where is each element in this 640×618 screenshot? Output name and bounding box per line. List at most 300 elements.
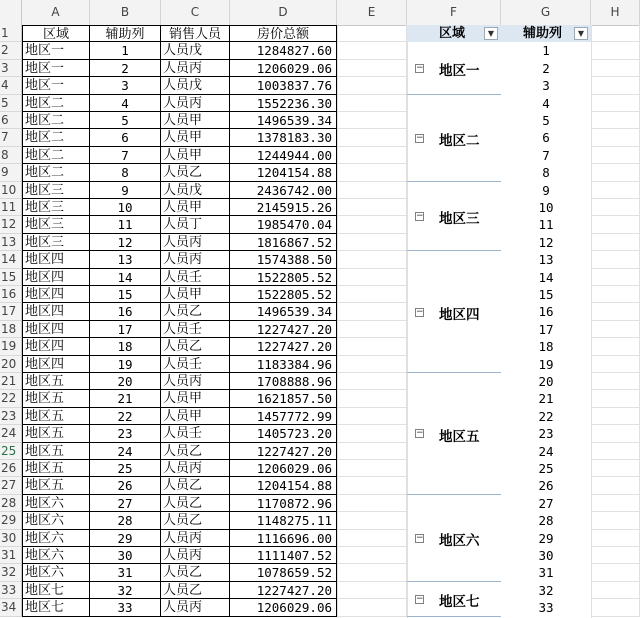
row-header[interactable]: 10 bbox=[0, 182, 22, 199]
table-cell[interactable]: 22 bbox=[90, 408, 161, 425]
empty-cell[interactable] bbox=[591, 77, 640, 94]
empty-cell[interactable] bbox=[591, 408, 640, 425]
table-cell[interactable]: 1574388.50 bbox=[230, 251, 337, 268]
table-cell[interactable]: 14 bbox=[90, 269, 161, 286]
table-cell[interactable]: 人员乙 bbox=[161, 338, 230, 355]
empty-cell[interactable] bbox=[591, 216, 640, 233]
empty-cell[interactable] bbox=[337, 338, 407, 355]
pivot-group-label[interactable]: 地区二 bbox=[439, 133, 480, 150]
table-cell[interactable]: 人员乙 bbox=[161, 512, 230, 529]
pivot-value-cell[interactable]: 31 bbox=[538, 565, 554, 581]
table-cell[interactable]: 人员甲 bbox=[161, 129, 230, 146]
empty-cell[interactable] bbox=[591, 443, 640, 460]
empty-cell[interactable] bbox=[337, 182, 407, 199]
pivot-value-cell[interactable]: 9 bbox=[542, 182, 550, 198]
pivot-group-label[interactable]: 地区五 bbox=[439, 428, 480, 445]
row-header[interactable]: 19 bbox=[0, 338, 22, 355]
empty-cell[interactable] bbox=[591, 599, 640, 616]
table-cell[interactable]: 地区二 bbox=[22, 129, 90, 146]
empty-cell[interactable] bbox=[337, 321, 407, 338]
column-header-f[interactable]: F bbox=[407, 0, 501, 25]
pivot-value-cell[interactable]: 11 bbox=[538, 217, 554, 233]
column-header-c[interactable]: C bbox=[161, 0, 230, 25]
row-header[interactable]: 30 bbox=[0, 530, 22, 547]
empty-cell[interactable] bbox=[337, 25, 407, 42]
row-header[interactable]: 21 bbox=[0, 373, 22, 390]
row-header[interactable]: 26 bbox=[0, 460, 22, 477]
table-cell[interactable]: 24 bbox=[90, 443, 161, 460]
table-cell[interactable]: 人员丙 bbox=[161, 234, 230, 251]
empty-cell[interactable] bbox=[591, 303, 640, 320]
empty-cell[interactable] bbox=[337, 147, 407, 164]
pivot-value-cell[interactable]: 17 bbox=[538, 321, 554, 337]
table-cell[interactable]: 10 bbox=[90, 199, 161, 216]
table-cell[interactable]: 人员壬 bbox=[161, 425, 230, 442]
row-header[interactable]: 5 bbox=[0, 95, 22, 112]
table-cell[interactable]: 地区五 bbox=[22, 373, 90, 390]
empty-cell[interactable] bbox=[591, 425, 640, 442]
table-cell[interactable]: 7 bbox=[90, 147, 161, 164]
table-cell[interactable]: 地区三 bbox=[22, 216, 90, 233]
pivot-value-cell[interactable]: 23 bbox=[538, 426, 554, 442]
pivot-value-cell[interactable]: 10 bbox=[538, 200, 554, 215]
table-cell[interactable]: 地区三 bbox=[22, 234, 90, 251]
pivot-group-label[interactable]: 地区三 bbox=[439, 211, 480, 228]
row-header[interactable]: 7 bbox=[0, 129, 22, 146]
empty-cell[interactable] bbox=[337, 199, 407, 216]
empty-cell[interactable] bbox=[591, 269, 640, 286]
row-header[interactable]: 11 bbox=[0, 199, 22, 216]
empty-cell[interactable] bbox=[337, 356, 407, 373]
empty-cell[interactable] bbox=[591, 582, 640, 599]
pivot-value-cell[interactable]: 19 bbox=[538, 356, 554, 372]
empty-cell[interactable] bbox=[591, 356, 640, 373]
pivot-value-cell[interactable]: 1 bbox=[542, 43, 550, 59]
table-cell[interactable]: 28 bbox=[90, 512, 161, 529]
table-cell[interactable]: 地区六 bbox=[22, 547, 90, 564]
table-cell[interactable]: 1496539.34 bbox=[230, 112, 337, 129]
empty-cell[interactable] bbox=[591, 129, 640, 146]
table-cell[interactable]: 地区二 bbox=[22, 147, 90, 164]
table-cell[interactable]: 8 bbox=[90, 164, 161, 181]
table-cell[interactable]: 人员乙 bbox=[161, 164, 230, 181]
row-header[interactable]: 14 bbox=[0, 251, 22, 268]
table-cell[interactable]: 人员甲 bbox=[161, 147, 230, 164]
empty-cell[interactable] bbox=[591, 199, 640, 216]
collapse-icon[interactable]: − bbox=[416, 532, 424, 543]
pivot-value-cell[interactable]: 8 bbox=[542, 165, 550, 181]
table-cell[interactable]: 人员甲 bbox=[161, 408, 230, 425]
table-cell[interactable]: 1378183.30 bbox=[230, 129, 337, 146]
table-cell[interactable]: 人员乙 bbox=[161, 477, 230, 494]
table-cell[interactable]: 26 bbox=[90, 477, 161, 494]
table-cell[interactable]: 1496539.34 bbox=[230, 303, 337, 320]
pivot-value-cell[interactable]: 14 bbox=[538, 269, 554, 285]
empty-cell[interactable] bbox=[337, 251, 407, 268]
table-cell[interactable]: 1552236.30 bbox=[230, 95, 337, 112]
column-header-a[interactable]: A bbox=[22, 0, 90, 25]
table-cell[interactable]: 1204154.88 bbox=[230, 477, 337, 494]
table-cell[interactable]: 地区三 bbox=[22, 182, 90, 199]
empty-cell[interactable] bbox=[337, 599, 407, 616]
table-cell[interactable]: 地区七 bbox=[22, 582, 90, 599]
pivot-value-cell[interactable]: 3 bbox=[542, 78, 550, 94]
empty-cell[interactable] bbox=[591, 182, 640, 199]
table-cell[interactable]: 人员乙 bbox=[161, 495, 230, 512]
table-cell[interactable]: 地区五 bbox=[22, 390, 90, 407]
column-header-h[interactable]: H bbox=[591, 0, 640, 25]
empty-cell[interactable] bbox=[337, 477, 407, 494]
table-cell[interactable]: 地区一 bbox=[22, 77, 90, 94]
table-header-cell[interactable]: 房价总额 bbox=[230, 25, 337, 42]
table-cell[interactable]: 人员乙 bbox=[161, 443, 230, 460]
filter-dropdown-icon[interactable]: ▼ bbox=[484, 27, 498, 40]
collapse-icon[interactable]: − bbox=[416, 132, 424, 143]
row-header[interactable]: 34 bbox=[0, 599, 22, 616]
pivot-group-label[interactable]: 地区一 bbox=[439, 63, 480, 80]
empty-cell[interactable] bbox=[337, 495, 407, 512]
empty-cell[interactable] bbox=[591, 321, 640, 338]
empty-cell[interactable] bbox=[337, 512, 407, 529]
empty-cell[interactable] bbox=[337, 530, 407, 547]
table-cell[interactable]: 地区二 bbox=[22, 95, 90, 112]
table-cell[interactable]: 地区五 bbox=[22, 425, 90, 442]
table-header-cell[interactable]: 区域 bbox=[22, 25, 90, 42]
table-cell[interactable]: 地区六 bbox=[22, 512, 90, 529]
table-cell[interactable]: 地区四 bbox=[22, 251, 90, 268]
empty-cell[interactable] bbox=[591, 530, 640, 547]
pivot-group-label[interactable]: 地区七 bbox=[439, 594, 480, 611]
empty-cell[interactable] bbox=[337, 390, 407, 407]
empty-cell[interactable] bbox=[337, 77, 407, 94]
pivot-value-cell[interactable]: 22 bbox=[538, 408, 554, 424]
table-cell[interactable]: 16 bbox=[90, 303, 161, 320]
pivot-value-cell[interactable]: 7 bbox=[542, 147, 550, 163]
table-cell[interactable]: 人员甲 bbox=[161, 286, 230, 303]
pivot-header-helper bbox=[501, 25, 591, 42]
table-cell[interactable]: 地区四 bbox=[22, 356, 90, 373]
table-cell[interactable]: 1816867.52 bbox=[230, 234, 337, 251]
table-cell[interactable]: 1284827.60 bbox=[230, 42, 337, 59]
table-cell[interactable]: 1183384.96 bbox=[230, 356, 337, 373]
table-cell[interactable]: 地区一 bbox=[22, 42, 90, 59]
table-cell[interactable]: 地区四 bbox=[22, 321, 90, 338]
row-header[interactable]: 3 bbox=[0, 60, 22, 77]
table-cell[interactable]: 地区五 bbox=[22, 443, 90, 460]
empty-cell[interactable] bbox=[337, 408, 407, 425]
pivot-value-cell[interactable]: 16 bbox=[538, 304, 554, 320]
pivot-header-region-label: 区域 bbox=[439, 26, 466, 41]
row-header[interactable]: 18 bbox=[0, 321, 22, 338]
table-cell[interactable]: 1244944.00 bbox=[230, 147, 337, 164]
table-cell[interactable]: 20 bbox=[90, 373, 161, 390]
pivot-value-cell[interactable]: 2 bbox=[542, 60, 550, 76]
table-cell[interactable]: 地区二 bbox=[22, 112, 90, 129]
row-header[interactable]: 13 bbox=[0, 234, 22, 251]
empty-cell[interactable] bbox=[591, 512, 640, 529]
empty-cell[interactable] bbox=[337, 286, 407, 303]
table-cell[interactable]: 13 bbox=[90, 251, 161, 268]
table-cell[interactable]: 1708888.96 bbox=[230, 373, 337, 390]
collapse-icon[interactable]: − bbox=[416, 428, 424, 439]
row-header[interactable]: 6 bbox=[0, 112, 22, 129]
table-cell[interactable]: 1204154.88 bbox=[230, 164, 337, 181]
pivot-value-cell[interactable]: 29 bbox=[538, 530, 554, 546]
empty-cell[interactable] bbox=[591, 234, 640, 251]
pivot-value-cell[interactable]: 25 bbox=[538, 461, 554, 476]
table-cell[interactable]: 人员丙 bbox=[161, 530, 230, 547]
row-header[interactable]: 1 bbox=[0, 25, 22, 42]
table-cell[interactable]: 人员戊 bbox=[161, 77, 230, 94]
table-cell[interactable]: 地区四 bbox=[22, 286, 90, 303]
row-header[interactable]: 9 bbox=[0, 164, 22, 181]
table-cell[interactable]: 地区五 bbox=[22, 477, 90, 494]
table-cell[interactable]: 1206029.06 bbox=[230, 60, 337, 77]
table-cell[interactable]: 29 bbox=[90, 530, 161, 547]
table-cell[interactable]: 1 bbox=[90, 42, 161, 59]
empty-cell[interactable] bbox=[337, 234, 407, 251]
pivot-value-cell[interactable]: 32 bbox=[538, 582, 554, 598]
table-cell[interactable]: 人员丁 bbox=[161, 216, 230, 233]
pivot-value-cell[interactable]: 13 bbox=[538, 252, 554, 268]
table-cell[interactable]: 6 bbox=[90, 129, 161, 146]
row-header[interactable]: 2 bbox=[0, 42, 22, 59]
table-cell[interactable]: 4 bbox=[90, 95, 161, 112]
table-cell[interactable]: 1227427.20 bbox=[230, 443, 337, 460]
table-cell[interactable]: 27 bbox=[90, 495, 161, 512]
pivot-value-cell[interactable]: 6 bbox=[542, 130, 550, 146]
table-cell[interactable]: 1206029.06 bbox=[230, 460, 337, 477]
pivot-value-cell[interactable]: 5 bbox=[542, 113, 550, 128]
pivot-value-cell[interactable]: 28 bbox=[538, 513, 554, 529]
table-cell[interactable]: 地区四 bbox=[22, 338, 90, 355]
empty-cell[interactable] bbox=[591, 251, 640, 268]
table-cell[interactable]: 23 bbox=[90, 425, 161, 442]
table-cell[interactable]: 人员丙 bbox=[161, 373, 230, 390]
table-cell[interactable]: 地区六 bbox=[22, 495, 90, 512]
empty-cell[interactable] bbox=[591, 477, 640, 494]
table-cell[interactable]: 地区五 bbox=[22, 460, 90, 477]
column-header-b[interactable]: B bbox=[90, 0, 161, 25]
row-header[interactable]: 27 bbox=[0, 477, 22, 494]
table-cell[interactable]: 1111407.52 bbox=[230, 547, 337, 564]
table-cell[interactable]: 1206029.06 bbox=[230, 599, 337, 616]
pivot-value-cell[interactable]: 27 bbox=[538, 495, 554, 511]
table-cell[interactable]: 1621857.50 bbox=[230, 390, 337, 407]
row-header[interactable]: 22 bbox=[0, 390, 22, 407]
empty-cell[interactable] bbox=[337, 42, 407, 59]
filter-dropdown-icon[interactable]: ▼ bbox=[574, 27, 588, 40]
table-cell[interactable]: 人员甲 bbox=[161, 390, 230, 407]
table-cell[interactable]: 18 bbox=[90, 338, 161, 355]
table-cell[interactable]: 3 bbox=[90, 77, 161, 94]
pivot-value-cell[interactable]: 30 bbox=[538, 548, 554, 563]
table-cell[interactable]: 地区三 bbox=[22, 199, 90, 216]
table-cell[interactable]: 17 bbox=[90, 321, 161, 338]
pivot-group bbox=[407, 373, 501, 495]
empty-cell[interactable] bbox=[337, 582, 407, 599]
empty-cell[interactable] bbox=[337, 129, 407, 146]
table-cell[interactable]: 地区六 bbox=[22, 564, 90, 581]
row-header[interactable]: 12 bbox=[0, 216, 22, 233]
empty-cell[interactable] bbox=[337, 216, 407, 233]
row-header[interactable]: 4 bbox=[0, 77, 22, 94]
table-cell[interactable]: 地区七 bbox=[22, 599, 90, 616]
empty-cell[interactable] bbox=[337, 60, 407, 77]
table-cell[interactable]: 地区四 bbox=[22, 303, 90, 320]
pivot-value-cell[interactable]: 24 bbox=[538, 443, 554, 459]
table-cell[interactable]: 31 bbox=[90, 564, 161, 581]
table-cell[interactable]: 1170872.96 bbox=[230, 495, 337, 512]
pivot-group bbox=[407, 251, 501, 373]
empty-cell[interactable] bbox=[591, 95, 640, 112]
table-cell[interactable]: 人员乙 bbox=[161, 564, 230, 581]
empty-cell[interactable] bbox=[591, 164, 640, 181]
row-header[interactable]: 31 bbox=[0, 547, 22, 564]
table-cell[interactable]: 19 bbox=[90, 356, 161, 373]
row-header[interactable]: 17 bbox=[0, 303, 22, 320]
empty-cell[interactable] bbox=[591, 547, 640, 564]
empty-cell[interactable] bbox=[591, 60, 640, 77]
empty-cell[interactable] bbox=[591, 147, 640, 164]
select-all-corner[interactable] bbox=[0, 0, 22, 25]
table-header-cell[interactable]: 辅助列 bbox=[90, 25, 161, 42]
row-header[interactable]: 28 bbox=[0, 495, 22, 512]
pivot-value-cell[interactable]: 20 bbox=[538, 374, 554, 389]
table-cell[interactable]: 1116696.00 bbox=[230, 530, 337, 547]
collapse-icon[interactable]: − bbox=[416, 306, 424, 317]
table-cell[interactable]: 人员丙 bbox=[161, 60, 230, 77]
table-cell[interactable]: 地区四 bbox=[22, 269, 90, 286]
table-cell[interactable]: 33 bbox=[90, 599, 161, 616]
row-header[interactable]: 23 bbox=[0, 408, 22, 425]
table-cell[interactable]: 人员丙 bbox=[161, 460, 230, 477]
pivot-value-cell[interactable]: 4 bbox=[542, 95, 550, 111]
table-cell[interactable]: 1148275.11 bbox=[230, 512, 337, 529]
table-cell[interactable]: 32 bbox=[90, 582, 161, 599]
empty-cell[interactable] bbox=[337, 443, 407, 460]
pivot-value-cell[interactable]: 15 bbox=[538, 287, 554, 302]
row-header[interactable]: 15 bbox=[0, 269, 22, 286]
table-cell[interactable]: 人员甲 bbox=[161, 199, 230, 216]
collapse-icon[interactable]: − bbox=[416, 593, 424, 604]
empty-cell[interactable] bbox=[337, 303, 407, 320]
table-cell[interactable]: 1522805.52 bbox=[230, 286, 337, 303]
pivot-value-cell[interactable]: 26 bbox=[538, 478, 554, 494]
row-header[interactable]: 29 bbox=[0, 512, 22, 529]
table-cell[interactable]: 人员乙 bbox=[161, 582, 230, 599]
table-header-cell[interactable]: 销售人员 bbox=[161, 25, 230, 42]
table-cell[interactable]: 15 bbox=[90, 286, 161, 303]
table-cell[interactable]: 30 bbox=[90, 547, 161, 564]
table-cell[interactable]: 人员丙 bbox=[161, 251, 230, 268]
empty-cell[interactable] bbox=[591, 286, 640, 303]
row-header[interactable]: 25 bbox=[0, 443, 22, 460]
table-cell[interactable]: 1003837.76 bbox=[230, 77, 337, 94]
table-cell[interactable]: 1227427.20 bbox=[230, 582, 337, 599]
empty-cell[interactable] bbox=[337, 95, 407, 112]
table-cell[interactable]: 1985470.04 bbox=[230, 216, 337, 233]
table-cell[interactable]: 2436742.00 bbox=[230, 182, 337, 199]
table-cell[interactable]: 2145915.26 bbox=[230, 199, 337, 216]
table-cell[interactable]: 11 bbox=[90, 216, 161, 233]
empty-cell[interactable] bbox=[591, 373, 640, 390]
pivot-group-label[interactable]: 地区六 bbox=[439, 533, 480, 550]
row-header[interactable]: 20 bbox=[0, 356, 22, 373]
table-cell[interactable]: 地区五 bbox=[22, 408, 90, 425]
table-cell[interactable]: 21 bbox=[90, 390, 161, 407]
pivot-value-cell[interactable]: 33 bbox=[538, 600, 554, 616]
row-header[interactable]: 8 bbox=[0, 147, 22, 164]
empty-cell[interactable] bbox=[337, 164, 407, 181]
table-cell[interactable]: 1227427.20 bbox=[230, 321, 337, 338]
empty-cell[interactable] bbox=[591, 564, 640, 581]
table-cell[interactable]: 人员壬 bbox=[161, 356, 230, 373]
pivot-group-label[interactable]: 地区四 bbox=[439, 307, 480, 324]
table-cell[interactable]: 人员丙 bbox=[161, 599, 230, 616]
table-cell[interactable]: 人员丙 bbox=[161, 95, 230, 112]
empty-cell[interactable] bbox=[337, 269, 407, 286]
row-header[interactable]: 24 bbox=[0, 425, 22, 442]
empty-cell[interactable] bbox=[591, 25, 640, 42]
table-cell[interactable]: 9 bbox=[90, 182, 161, 199]
table-cell[interactable]: 地区一 bbox=[22, 60, 90, 77]
column-header-g[interactable]: G bbox=[501, 0, 591, 25]
empty-cell[interactable] bbox=[591, 495, 640, 512]
table-cell[interactable]: 人员壬 bbox=[161, 321, 230, 338]
table-cell[interactable]: 1227427.20 bbox=[230, 338, 337, 355]
table-cell[interactable]: 5 bbox=[90, 112, 161, 129]
table-cell[interactable]: 地区二 bbox=[22, 164, 90, 181]
table-cell[interactable]: 地区六 bbox=[22, 530, 90, 547]
table-cell[interactable]: 人员丙 bbox=[161, 547, 230, 564]
table-cell[interactable]: 1405723.20 bbox=[230, 425, 337, 442]
empty-cell[interactable] bbox=[591, 460, 640, 477]
collapse-icon[interactable]: − bbox=[416, 210, 424, 221]
empty-cell[interactable] bbox=[337, 460, 407, 477]
row-header[interactable]: 33 bbox=[0, 582, 22, 599]
row-header[interactable]: 16 bbox=[0, 286, 22, 303]
collapse-icon[interactable]: − bbox=[416, 62, 424, 73]
table-cell[interactable]: 2 bbox=[90, 60, 161, 77]
empty-cell[interactable] bbox=[591, 390, 640, 407]
table-cell[interactable]: 12 bbox=[90, 234, 161, 251]
empty-cell[interactable] bbox=[337, 564, 407, 581]
table-cell[interactable]: 1522805.52 bbox=[230, 269, 337, 286]
empty-cell[interactable] bbox=[337, 425, 407, 442]
pivot-value-cell[interactable]: 18 bbox=[538, 339, 554, 355]
table-cell[interactable]: 人员乙 bbox=[161, 303, 230, 320]
table-cell[interactable]: 人员戊 bbox=[161, 182, 230, 199]
pivot-value-cell[interactable]: 21 bbox=[538, 391, 554, 407]
empty-cell[interactable] bbox=[337, 373, 407, 390]
table-cell[interactable]: 人员戊 bbox=[161, 42, 230, 59]
empty-cell[interactable] bbox=[591, 112, 640, 129]
table-cell[interactable]: 人员甲 bbox=[161, 112, 230, 129]
empty-cell[interactable] bbox=[337, 112, 407, 129]
column-header-d[interactable]: D bbox=[230, 0, 337, 25]
pivot-value-cell[interactable]: 12 bbox=[538, 234, 554, 250]
column-header-e[interactable]: E bbox=[337, 0, 407, 25]
empty-cell[interactable] bbox=[591, 42, 640, 59]
table-cell[interactable]: 25 bbox=[90, 460, 161, 477]
empty-cell[interactable] bbox=[591, 338, 640, 355]
empty-cell[interactable] bbox=[337, 547, 407, 564]
table-cell[interactable]: 1457772.99 bbox=[230, 408, 337, 425]
table-cell[interactable]: 1078659.52 bbox=[230, 564, 337, 581]
table-cell[interactable]: 人员壬 bbox=[161, 269, 230, 286]
row-header[interactable]: 32 bbox=[0, 564, 22, 581]
